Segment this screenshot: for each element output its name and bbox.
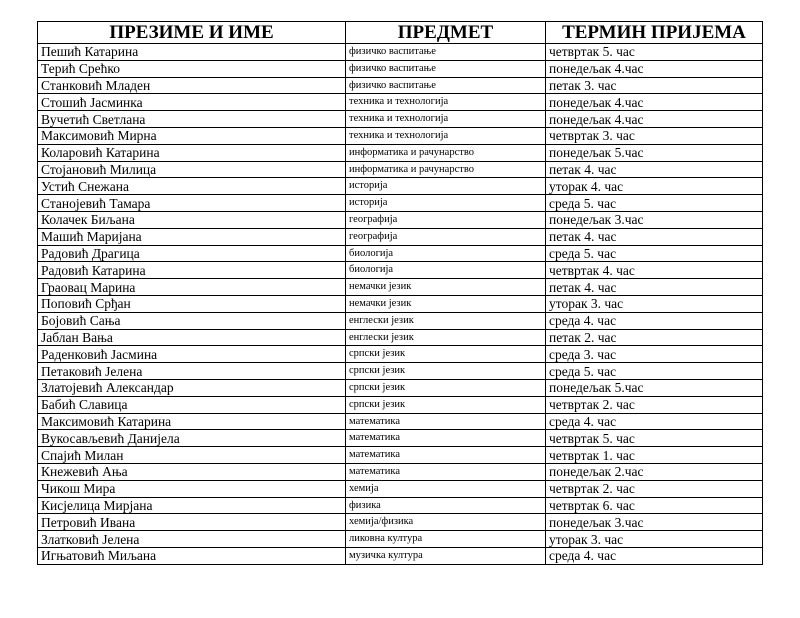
subject-cell: географија xyxy=(346,211,546,228)
reception-term-cell: среда 5. час xyxy=(546,195,763,212)
table-row xyxy=(38,547,763,564)
reception-term-cell: четвртак 1. час xyxy=(546,447,763,464)
table-row xyxy=(38,60,763,77)
subject-cell: техника и технологија xyxy=(346,127,546,144)
subject-cell: српски језик xyxy=(346,346,546,363)
table-row xyxy=(38,262,763,279)
subject-cell: математика xyxy=(346,447,546,464)
reception-term-cell: понедељак 2.час xyxy=(546,463,763,480)
table-row xyxy=(38,295,763,312)
subject-cell: физика xyxy=(346,497,546,514)
teacher-name-cell: Стојановић Милица xyxy=(38,161,346,178)
subject-cell: информатика и рачунарство xyxy=(346,144,546,161)
subject-cell: техника и технологија xyxy=(346,94,546,111)
table-row xyxy=(38,379,763,396)
subject-cell: енглески језик xyxy=(346,329,546,346)
subject-cell: биологија xyxy=(346,262,546,279)
reception-term-cell: понедељак 3.час xyxy=(546,514,763,531)
subject-cell: ликовна култура xyxy=(346,531,546,548)
table-row xyxy=(38,178,763,195)
reception-term-cell: понедељак 4.час xyxy=(546,94,763,111)
teacher-name-cell: Граовац Марина xyxy=(38,279,346,296)
subject-cell: физичко васпитање xyxy=(346,60,546,77)
subject-cell: немачки језик xyxy=(346,295,546,312)
subject-cell: математика xyxy=(346,430,546,447)
reception-term-cell: петак 4. час xyxy=(546,228,763,245)
reception-term-cell: среда 3. час xyxy=(546,346,763,363)
subject-cell: биологија xyxy=(346,245,546,262)
table-row xyxy=(38,77,763,94)
header-name: ПРЕЗИМЕ И ИМЕ xyxy=(38,22,346,44)
teacher-name-cell: Вукосављевић Данијела xyxy=(38,430,346,447)
teacher-name-cell: Вучетић Светлана xyxy=(38,111,346,128)
reception-term-cell: четвртак 4. час xyxy=(546,262,763,279)
teacher-name-cell: Раденковић Јасмина xyxy=(38,346,346,363)
teacher-name-cell: Кнежевић Ања xyxy=(38,463,346,480)
teacher-name-cell: Јаблан Вања xyxy=(38,329,346,346)
table-row xyxy=(38,211,763,228)
reception-term-cell: понедељак 3.час xyxy=(546,211,763,228)
teacher-name-cell: Станковић Младен xyxy=(38,77,346,94)
teacher-name-cell: Стошић Јасминка xyxy=(38,94,346,111)
subject-cell: српски језик xyxy=(346,379,546,396)
teacher-name-cell: Станојевић Тамара xyxy=(38,195,346,212)
table-row xyxy=(38,480,763,497)
header-term: ТЕРМИН ПРИЈЕМА xyxy=(546,22,763,44)
reception-term-cell: среда 4. час xyxy=(546,547,763,564)
table-row xyxy=(38,447,763,464)
table-row xyxy=(38,430,763,447)
reception-term-cell: четвртак 5. час xyxy=(546,430,763,447)
reception-term-cell: четвртак 5. час xyxy=(546,44,763,61)
reception-term-cell: четвртак 2. час xyxy=(546,396,763,413)
subject-cell: немачки језик xyxy=(346,279,546,296)
reception-term-cell: понедељак 4.час xyxy=(546,111,763,128)
teacher-name-cell: Максимовић Мирна xyxy=(38,127,346,144)
teacher-name-cell: Чикош Мира xyxy=(38,480,346,497)
table-row xyxy=(38,312,763,329)
teacher-name-cell: Радовић Катарина xyxy=(38,262,346,279)
teacher-name-cell: Петаковић Јелена xyxy=(38,363,346,380)
teacher-name-cell: Спајић Милан xyxy=(38,447,346,464)
table-row xyxy=(38,228,763,245)
teacher-name-cell: Колачек Биљана xyxy=(38,211,346,228)
table-row xyxy=(38,396,763,413)
teacher-name-cell: Поповић Срђан xyxy=(38,295,346,312)
teacher-name-cell: Устић Снежана xyxy=(38,178,346,195)
teacher-name-cell: Машић Маријана xyxy=(38,228,346,245)
table-row xyxy=(38,363,763,380)
reception-term-cell: четвртак 3. час xyxy=(546,127,763,144)
reception-term-cell: четвртак 2. час xyxy=(546,480,763,497)
reception-term-cell: петак 3. час xyxy=(546,77,763,94)
table-row xyxy=(38,329,763,346)
subject-cell: српски језик xyxy=(346,363,546,380)
table-header-row xyxy=(38,22,763,44)
subject-cell: енглески језик xyxy=(346,312,546,329)
table-row xyxy=(38,463,763,480)
reception-schedule-table xyxy=(37,21,763,565)
table-row xyxy=(38,127,763,144)
subject-cell: географија xyxy=(346,228,546,245)
table-row xyxy=(38,44,763,61)
table-row xyxy=(38,497,763,514)
subject-cell: историја xyxy=(346,178,546,195)
teacher-name-cell: Терић Срећко xyxy=(38,60,346,77)
subject-cell: музичка култура xyxy=(346,547,546,564)
reception-term-cell: уторак 3. час xyxy=(546,295,763,312)
reception-term-cell: понедељак 4.час xyxy=(546,60,763,77)
teacher-name-cell: Златковић Јелена xyxy=(38,531,346,548)
teacher-name-cell: Пешић Катарина xyxy=(38,44,346,61)
subject-cell: физичко васпитање xyxy=(346,44,546,61)
teacher-name-cell: Игњатовић Миљана xyxy=(38,547,346,564)
table-row xyxy=(38,161,763,178)
subject-cell: математика xyxy=(346,463,546,480)
table-row xyxy=(38,245,763,262)
subject-cell: информатика и рачунарство xyxy=(346,161,546,178)
reception-term-cell: среда 4. час xyxy=(546,312,763,329)
subject-cell: српски језик xyxy=(346,396,546,413)
reception-term-cell: петак 2. час xyxy=(546,329,763,346)
reception-term-cell: среда 4. час xyxy=(546,413,763,430)
subject-cell: историја xyxy=(346,195,546,212)
teacher-name-cell: Петровић Ивана xyxy=(38,514,346,531)
subject-cell: хемија xyxy=(346,480,546,497)
reception-term-cell: понедељак 5.час xyxy=(546,144,763,161)
reception-term-cell: среда 5. час xyxy=(546,363,763,380)
table-row xyxy=(38,195,763,212)
reception-term-cell: уторак 4. час xyxy=(546,178,763,195)
table-row xyxy=(38,531,763,548)
table-row xyxy=(38,279,763,296)
teacher-name-cell: Бабић Славица xyxy=(38,396,346,413)
reception-term-cell: среда 5. час xyxy=(546,245,763,262)
teacher-name-cell: Коларовић Катарина xyxy=(38,144,346,161)
subject-cell: техника и технологија xyxy=(346,111,546,128)
teacher-name-cell: Бојовић Сања xyxy=(38,312,346,329)
table-body xyxy=(38,44,763,565)
table-row xyxy=(38,144,763,161)
reception-term-cell: четвртак 6. час xyxy=(546,497,763,514)
reception-term-cell: петак 4. час xyxy=(546,279,763,296)
subject-cell: физичко васпитање xyxy=(346,77,546,94)
teacher-name-cell: Златојевић Александар xyxy=(38,379,346,396)
table-row xyxy=(38,514,763,531)
table-row xyxy=(38,111,763,128)
header-subject: ПРЕДМЕТ xyxy=(346,22,546,44)
teacher-name-cell: Радовић Драгица xyxy=(38,245,346,262)
table-row xyxy=(38,413,763,430)
teacher-name-cell: Максимовић Катарина xyxy=(38,413,346,430)
reception-term-cell: уторак 3. час xyxy=(546,531,763,548)
reception-term-cell: петак 4. час xyxy=(546,161,763,178)
table-row xyxy=(38,346,763,363)
subject-cell: математика xyxy=(346,413,546,430)
table-row xyxy=(38,94,763,111)
teacher-name-cell: Кисјелица Мирјана xyxy=(38,497,346,514)
subject-cell: хемија/физика xyxy=(346,514,546,531)
reception-term-cell: понедељак 5.час xyxy=(546,379,763,396)
